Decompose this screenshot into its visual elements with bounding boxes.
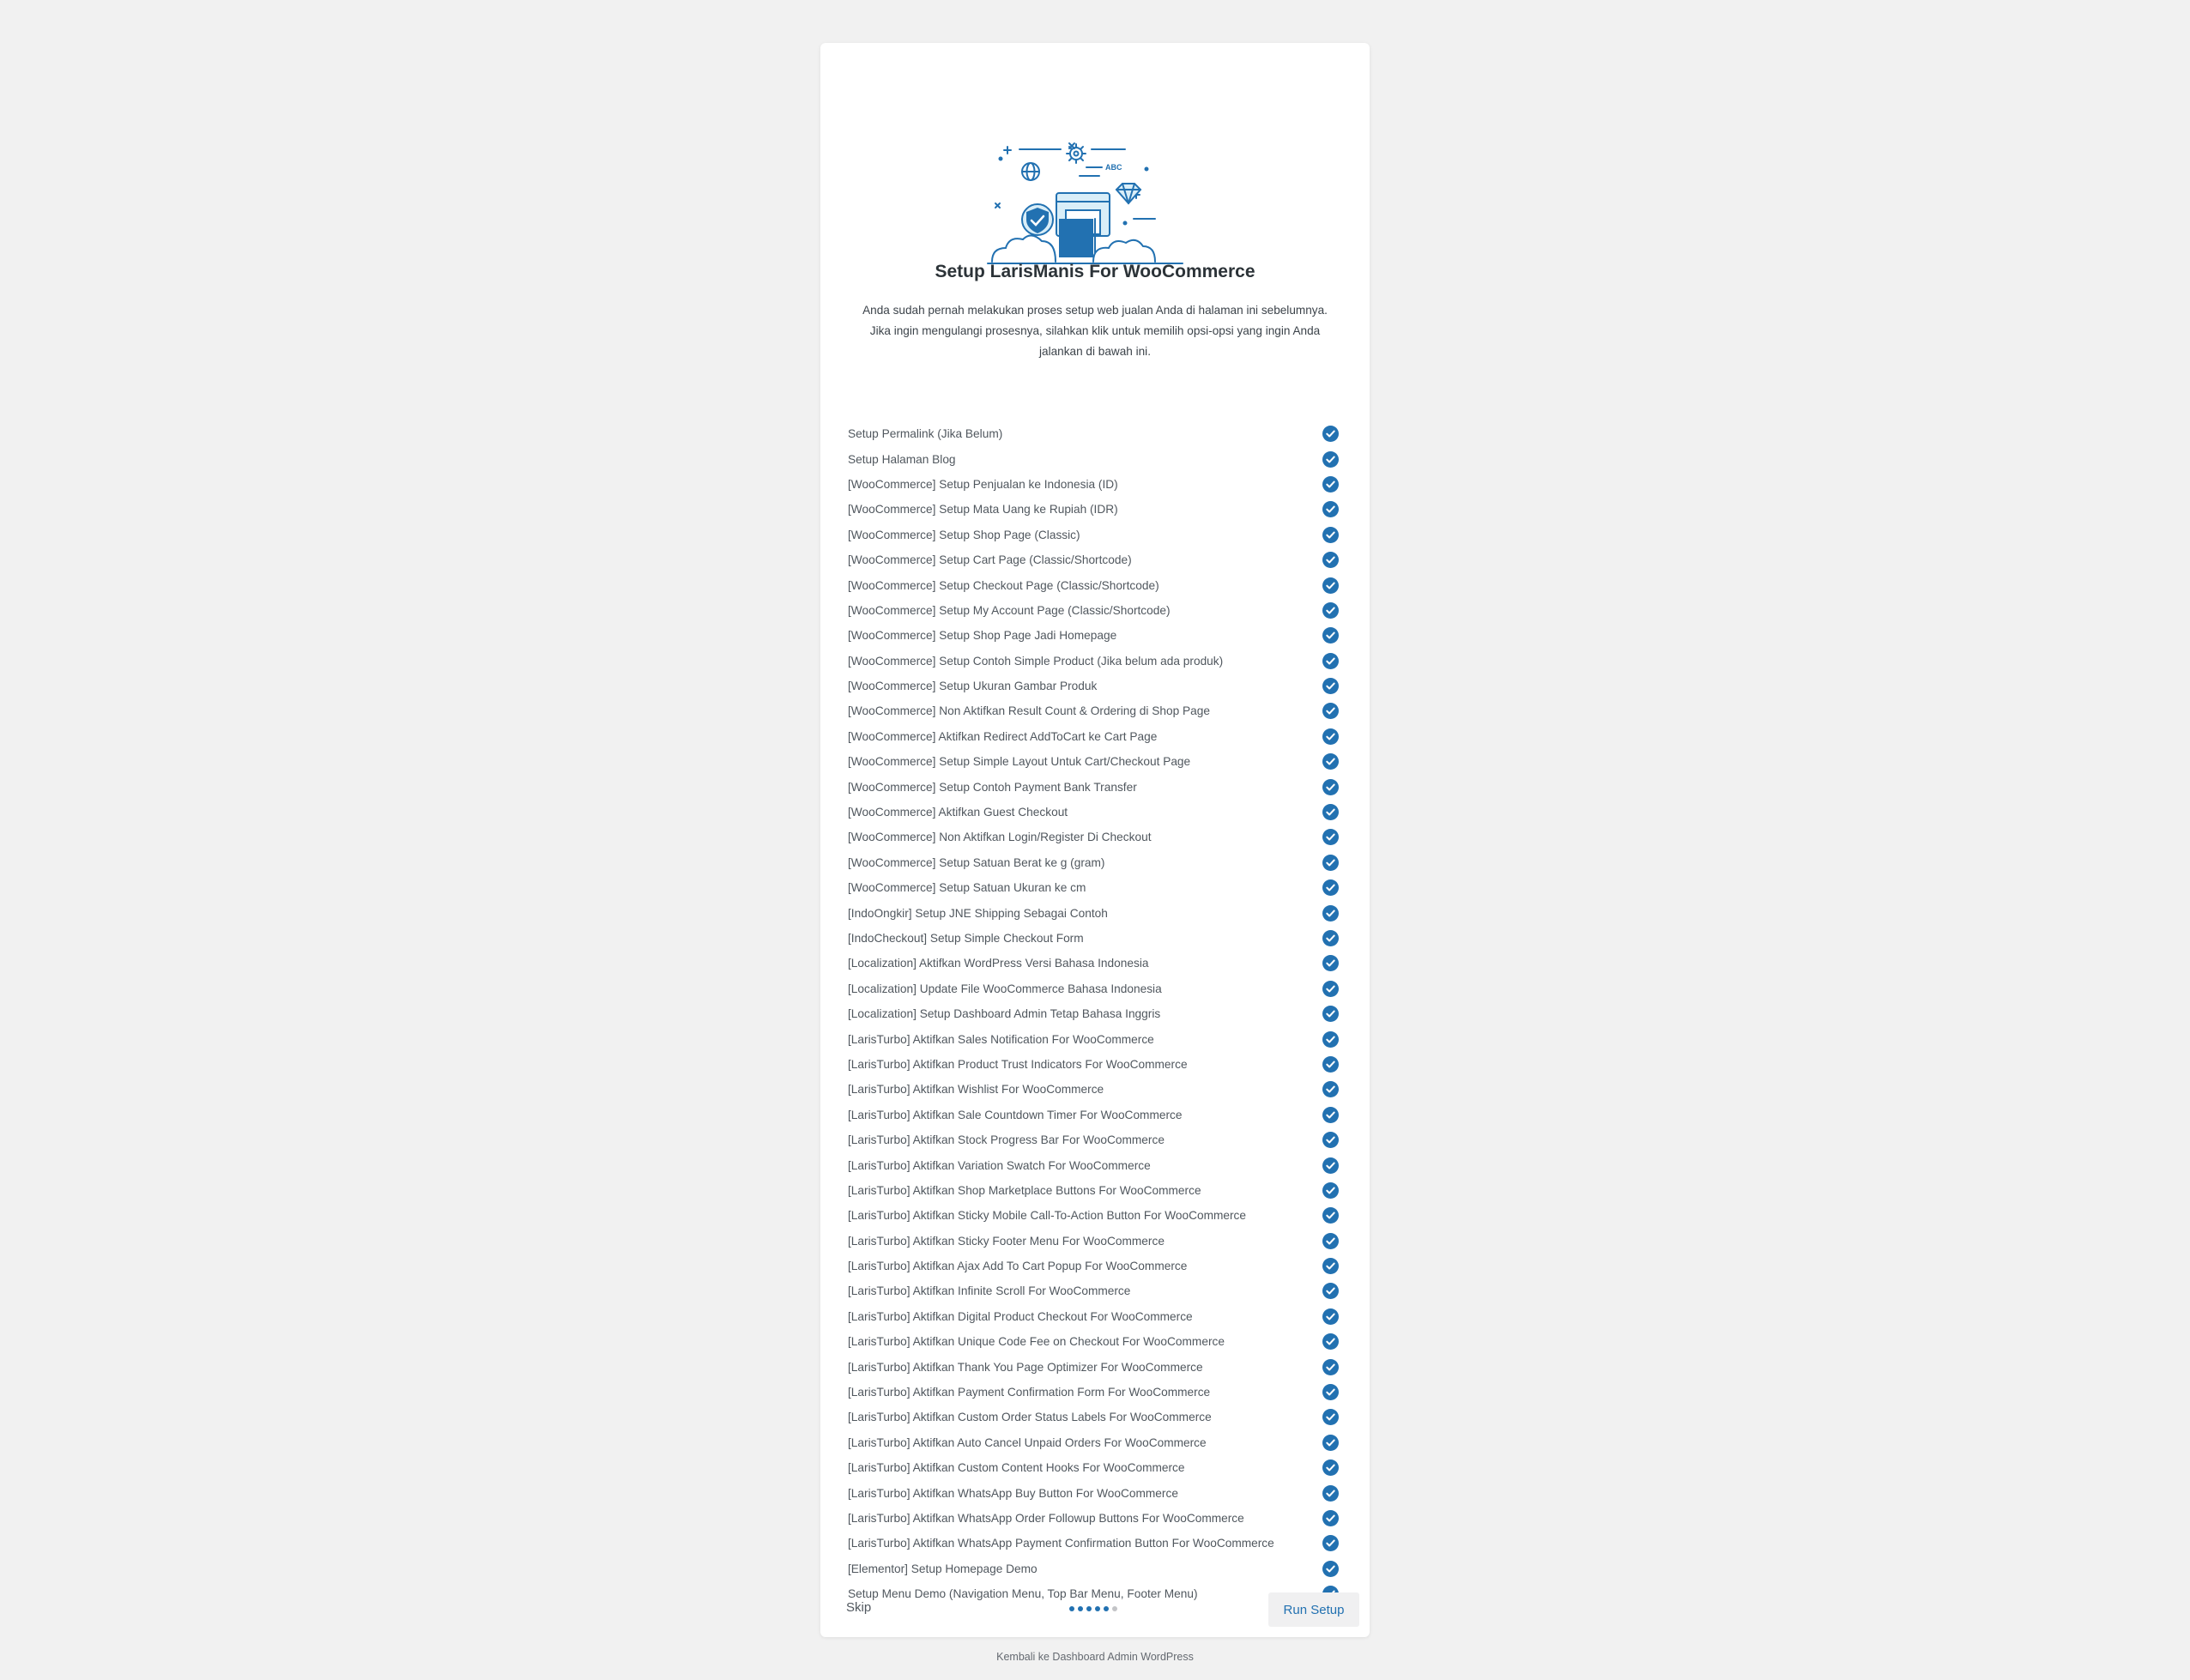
setup-option-item[interactable] xyxy=(848,749,1339,774)
setup-option-label: [WooCommerce] Setup Contoh Payment Bank Transfer xyxy=(848,780,1137,794)
check-circle-icon[interactable] xyxy=(1322,1359,1339,1375)
setup-option-item[interactable] xyxy=(848,976,1339,1001)
setup-option-item[interactable] xyxy=(848,1354,1339,1379)
check-circle-icon[interactable] xyxy=(1322,855,1339,871)
setup-option-item[interactable] xyxy=(848,1278,1339,1303)
check-circle-icon[interactable] xyxy=(1322,1561,1339,1577)
check-circle-icon[interactable] xyxy=(1322,678,1339,694)
setup-option-label: [LarisTurbo] Aktifkan Ajax Add To Cart Popup For WooCommerce xyxy=(848,1260,1188,1273)
setup-option-label: [Localization] Setup Dashboard Admin Tetap Bahasa Inggris xyxy=(848,1007,1161,1021)
setup-option-label: [WooCommerce] Non Aktifkan Login/Register Di Checkout xyxy=(848,831,1152,844)
check-circle-icon[interactable] xyxy=(1322,1031,1339,1048)
check-circle-icon[interactable] xyxy=(1322,1283,1339,1299)
check-circle-icon[interactable] xyxy=(1322,1485,1339,1502)
setup-option-item[interactable] xyxy=(848,1229,1339,1254)
check-circle-icon[interactable] xyxy=(1322,1459,1339,1476)
check-circle-icon[interactable] xyxy=(1322,1510,1339,1526)
setup-option-list xyxy=(848,421,1339,1606)
check-circle-icon[interactable] xyxy=(1322,1258,1339,1274)
check-circle-icon[interactable] xyxy=(1322,930,1339,946)
setup-option-label: [WooCommerce] Setup Ukuran Gambar Produk xyxy=(848,680,1098,693)
page-description: Anda sudah pernah melakukan proses setup web jualan Anda di halaman ini sebelumnya. Jika ingin mengulangi prosesnya, silahkan klik untuk memilih opsi-opsi yang ingin Anda jalankan di bawah ini. xyxy=(862,304,1328,358)
setup-option-label: [LarisTurbo] Aktifkan Wishlist For WooCommerce xyxy=(848,1083,1104,1097)
setup-option-item[interactable] xyxy=(848,1531,1339,1556)
step-indicator xyxy=(1069,1606,1117,1611)
run-setup-button[interactable]: Run Setup xyxy=(1268,1592,1359,1627)
setup-option-label: [LarisTurbo] Aktifkan Variation Swatch For WooCommerce xyxy=(848,1158,1151,1172)
setup-option-label: [WooCommerce] Setup My Account Page (Classic/Shortcode) xyxy=(848,603,1171,617)
setup-option-item[interactable] xyxy=(848,951,1339,976)
check-circle-icon[interactable] xyxy=(1322,1081,1339,1097)
setup-option-item[interactable] xyxy=(848,1480,1339,1505)
setup-option-label: [WooCommerce] Setup Cart Page (Classic/Shortcode) xyxy=(848,553,1132,567)
setup-option-label: [LarisTurbo] Aktifkan Shop Marketplace Buttons For WooCommerce xyxy=(848,1183,1201,1197)
check-circle-icon[interactable] xyxy=(1322,804,1339,820)
check-circle-icon[interactable] xyxy=(1322,527,1339,543)
step-dot xyxy=(1095,1606,1100,1611)
setup-option-label: [LarisTurbo] Aktifkan Unique Code Fee on Checkout For WooCommerce xyxy=(848,1335,1225,1349)
check-circle-icon[interactable] xyxy=(1322,476,1339,493)
check-circle-icon[interactable] xyxy=(1322,879,1339,896)
check-circle-icon[interactable] xyxy=(1322,1006,1339,1022)
setup-option-item[interactable] xyxy=(848,547,1339,572)
setup-option-item[interactable] xyxy=(848,1152,1339,1177)
setup-option-item[interactable] xyxy=(848,1052,1339,1077)
setup-option-label: [LarisTurbo] Aktifkan Stock Progress Bar For WooCommerce xyxy=(848,1133,1165,1147)
setup-option-item[interactable] xyxy=(848,623,1339,648)
setup-option-label: [WooCommerce] Setup Penjualan ke Indonesia (ID) xyxy=(848,477,1118,491)
step-dot xyxy=(1104,1606,1109,1611)
check-circle-icon[interactable] xyxy=(1322,1233,1339,1249)
check-circle-icon[interactable] xyxy=(1322,627,1339,644)
setup-option-label: [LarisTurbo] Aktifkan Payment Confirmation Form For WooCommerce xyxy=(848,1386,1211,1399)
skip-link[interactable]: Skip xyxy=(846,1600,872,1615)
setup-option-item[interactable] xyxy=(848,523,1339,547)
setup-option-label: [WooCommerce] Setup Simple Layout Untuk Cart/Checkout Page xyxy=(848,755,1191,769)
setup-option-label: [WooCommerce] Setup Contoh Simple Product (Jika belum ada produk) xyxy=(848,654,1224,668)
setup-option-label: [WooCommerce] Setup Shop Page (Classic) xyxy=(848,528,1080,541)
check-circle-icon[interactable] xyxy=(1322,703,1339,719)
setup-option-label: [LarisTurbo] Aktifkan Custom Content Hooks For WooCommerce xyxy=(848,1461,1185,1475)
check-circle-icon[interactable] xyxy=(1322,1384,1339,1400)
setup-illustration-icon xyxy=(983,90,1207,270)
setup-option-item[interactable] xyxy=(848,875,1339,900)
check-circle-icon[interactable] xyxy=(1322,1308,1339,1325)
step-dot xyxy=(1112,1606,1117,1611)
setup-option-label: [WooCommerce] Aktifkan Redirect AddToCart ke Cart Page xyxy=(848,729,1158,743)
setup-option-item[interactable] xyxy=(848,1026,1339,1051)
check-circle-icon[interactable] xyxy=(1322,753,1339,770)
svg-text:ABC: ABC xyxy=(1105,163,1122,172)
setup-option-item[interactable] xyxy=(848,1178,1339,1203)
page-title: Setup LarisManis For WooCommerce xyxy=(935,262,1255,281)
setup-option-item[interactable] xyxy=(848,1329,1339,1354)
setup-option-item[interactable] xyxy=(848,900,1339,925)
check-circle-icon[interactable] xyxy=(1322,779,1339,795)
setup-option-label: [LarisTurbo] Aktifkan Product Trust Indicators For WooCommerce xyxy=(848,1057,1188,1071)
setup-option-item[interactable] xyxy=(848,572,1339,597)
setup-option-item[interactable] xyxy=(848,1001,1339,1026)
check-circle-icon[interactable] xyxy=(1322,1132,1339,1148)
setup-option-item[interactable] xyxy=(848,1254,1339,1278)
setup-option-label: [WooCommerce] Setup Satuan Ukuran ke cm xyxy=(848,881,1086,895)
check-circle-icon[interactable] xyxy=(1322,1107,1339,1123)
setup-card xyxy=(820,43,1370,1637)
check-circle-icon[interactable] xyxy=(1322,1207,1339,1224)
setup-option-item[interactable] xyxy=(848,421,1339,446)
check-circle-icon[interactable] xyxy=(1322,955,1339,971)
check-circle-icon[interactable] xyxy=(1322,501,1339,517)
setup-option-item[interactable] xyxy=(848,1103,1339,1127)
setup-option-item[interactable] xyxy=(848,674,1339,698)
setup-option-item[interactable] xyxy=(848,1077,1339,1102)
step-dot xyxy=(1069,1606,1074,1611)
setup-option-label: [IndoCheckout] Setup Simple Checkout Form xyxy=(848,932,1084,945)
setup-option-item[interactable] xyxy=(848,774,1339,799)
setup-option-label: [LarisTurbo] Aktifkan Sticky Footer Menu For WooCommerce xyxy=(848,1234,1165,1248)
check-circle-icon[interactable] xyxy=(1322,728,1339,745)
check-circle-icon[interactable] xyxy=(1322,1435,1339,1451)
check-circle-icon[interactable] xyxy=(1322,1333,1339,1350)
check-circle-icon[interactable] xyxy=(1322,1409,1339,1425)
setup-option-item[interactable] xyxy=(848,1556,1339,1581)
setup-option-label: [WooCommerce] Setup Checkout Page (Classic/Shortcode) xyxy=(848,578,1159,592)
setup-option-label: [WooCommerce] Non Aktifkan Result Count & Ordering di Shop Page xyxy=(848,704,1210,718)
check-circle-icon[interactable] xyxy=(1322,1157,1339,1174)
check-circle-icon[interactable] xyxy=(1322,829,1339,845)
setup-option-label: [WooCommerce] Setup Mata Uang ke Rupiah (IDR) xyxy=(848,503,1118,517)
setup-option-item[interactable] xyxy=(848,649,1339,674)
setup-option-label: [LarisTurbo] Aktifkan WhatsApp Payment Confirmation Button For WooCommerce xyxy=(848,1537,1274,1550)
setup-option-label: [LarisTurbo] Aktifkan Digital Product Checkout For WooCommerce xyxy=(848,1309,1193,1323)
check-circle-icon[interactable] xyxy=(1322,602,1339,619)
setup-option-item[interactable] xyxy=(848,1581,1339,1606)
check-circle-icon[interactable] xyxy=(1322,577,1339,594)
setup-option-label: [Localization] Update File WooCommerce Bahasa Indonesia xyxy=(848,982,1162,995)
check-circle-icon[interactable] xyxy=(1322,653,1339,669)
setup-option-label: [LarisTurbo] Aktifkan WhatsApp Buy Button For WooCommerce xyxy=(848,1486,1178,1500)
check-circle-icon[interactable] xyxy=(1322,981,1339,997)
setup-option-item[interactable] xyxy=(848,1430,1339,1455)
setup-option-label: [LarisTurbo] Aktifkan Auto Cancel Unpaid Orders For WooCommerce xyxy=(848,1435,1207,1449)
check-circle-icon[interactable] xyxy=(1322,426,1339,442)
setup-option-label: [IndoOngkir] Setup JNE Shipping Sebagai Contoh xyxy=(848,906,1108,920)
setup-option-label: [LarisTurbo] Aktifkan Sticky Mobile Call-To-Action Button For WooCommerce xyxy=(848,1209,1247,1223)
step-dot xyxy=(1078,1606,1083,1611)
setup-option-label: Setup Permalink (Jika Belum) xyxy=(848,427,1003,441)
setup-option-item[interactable] xyxy=(848,825,1339,849)
setup-option-item[interactable] xyxy=(848,1127,1339,1152)
setup-option-label: [LarisTurbo] Aktifkan Infinite Scroll For WooCommerce xyxy=(848,1284,1131,1298)
step-dot xyxy=(1086,1606,1092,1611)
check-circle-icon[interactable] xyxy=(1322,552,1339,568)
setup-option-label: [WooCommerce] Setup Satuan Berat ke g (gram) xyxy=(848,855,1105,869)
setup-option-label: [LarisTurbo] Aktifkan Thank You Page Optimizer For WooCommerce xyxy=(848,1360,1203,1374)
setup-option-item[interactable] xyxy=(848,1455,1339,1480)
setup-option-item[interactable] xyxy=(848,724,1339,749)
setup-option-label: [Localization] Aktifkan WordPress Versi Bahasa Indonesia xyxy=(848,957,1149,970)
setup-option-label: [Elementor] Setup Homepage Demo xyxy=(848,1562,1038,1575)
check-circle-icon[interactable] xyxy=(1322,1056,1339,1073)
setup-option-item[interactable] xyxy=(848,472,1339,497)
setup-option-item[interactable] xyxy=(848,1405,1339,1429)
setup-option-item[interactable] xyxy=(848,1203,1339,1228)
setup-option-label: Setup Menu Demo (Navigation Menu, Top Bar Menu, Footer Menu) xyxy=(848,1587,1198,1601)
setup-option-label: [LarisTurbo] Aktifkan Custom Order Status Labels For WooCommerce xyxy=(848,1411,1212,1424)
setup-option-label: [LarisTurbo] Aktifkan WhatsApp Order Followup Buttons For WooCommerce xyxy=(848,1511,1244,1525)
setup-option-label: [LarisTurbo] Aktifkan Sales Notification For WooCommerce xyxy=(848,1032,1154,1046)
setup-option-item[interactable] xyxy=(848,1304,1339,1329)
setup-option-item[interactable] xyxy=(848,446,1339,471)
setup-option-label: [LarisTurbo] Aktifkan Sale Countdown Timer For WooCommerce xyxy=(848,1108,1183,1121)
check-circle-icon[interactable] xyxy=(1322,1535,1339,1551)
setup-option-item[interactable] xyxy=(848,800,1339,825)
setup-option-label: Setup Halaman Blog xyxy=(848,452,956,466)
setup-option-label: [WooCommerce] Setup Shop Page Jadi Homepage xyxy=(848,629,1117,643)
check-circle-icon[interactable] xyxy=(1322,451,1339,468)
setup-option-item[interactable] xyxy=(848,497,1339,522)
check-circle-icon[interactable] xyxy=(1322,905,1339,922)
back-to-dashboard-link[interactable]: Kembali ke Dashboard Admin WordPress xyxy=(996,1651,1194,1663)
setup-option-item[interactable] xyxy=(848,926,1339,951)
setup-option-label: [WooCommerce] Aktifkan Guest Checkout xyxy=(848,806,1068,819)
setup-option-item[interactable] xyxy=(848,1506,1339,1531)
setup-option-item[interactable] xyxy=(848,850,1339,875)
check-circle-icon[interactable] xyxy=(1322,1182,1339,1199)
setup-option-item[interactable] xyxy=(848,1380,1339,1405)
setup-option-item[interactable] xyxy=(848,598,1339,623)
setup-option-item[interactable] xyxy=(848,698,1339,723)
